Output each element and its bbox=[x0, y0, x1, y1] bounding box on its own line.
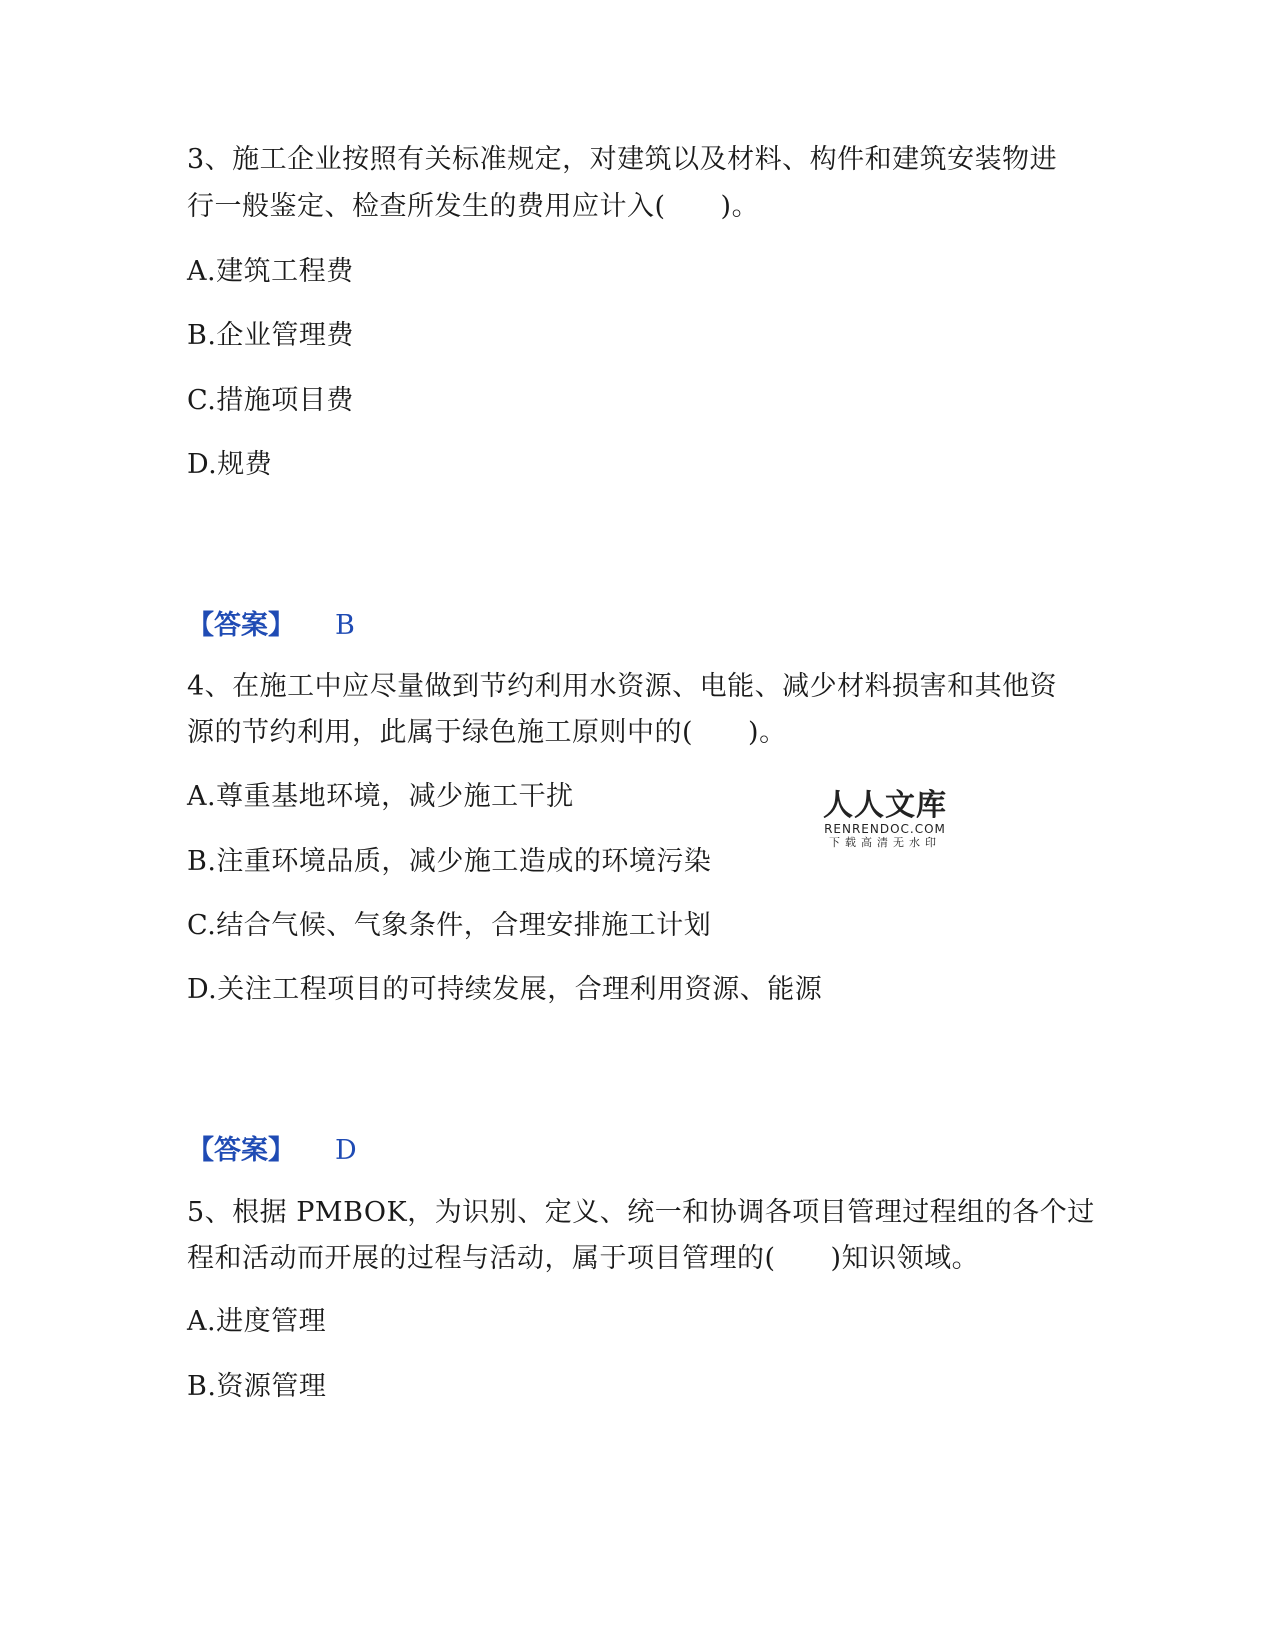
question-5-option-b: B.资源管理 bbox=[187, 1371, 327, 1402]
question-4-option-c: C.结合气候、气象条件，合理安排施工计划 bbox=[187, 910, 712, 941]
question-5-line-1: 5、根据 PMBOK，为识别、定义、统一和协调各项目管理过程组的各个过 bbox=[187, 1197, 1095, 1228]
question-3-line-2: 行一般鉴定、检查所发生的费用应计入( )。 bbox=[187, 191, 760, 222]
answer-label: 【答案】 bbox=[187, 1135, 295, 1166]
question-4-answer bbox=[187, 1131, 357, 1171]
answer-value: B bbox=[335, 610, 355, 641]
answer-label: 【答案】 bbox=[187, 610, 295, 641]
question-3-option-c: C.措施项目费 bbox=[187, 385, 354, 416]
watermark-url: RENRENDOC.COM bbox=[824, 822, 946, 836]
question-4-option-b: B.注重环境品质，减少施工造成的环境污染 bbox=[187, 846, 712, 877]
question-3-option-a: A.建筑工程费 bbox=[187, 256, 354, 287]
question-4-option-d: D.关注工程项目的可持续发展，合理利用资源、能源 bbox=[187, 974, 823, 1005]
question-3-line-1: 3、施工企业按照有关标准规定，对建筑以及材料、构件和建筑安装物进 bbox=[187, 144, 1058, 175]
question-5-option-a: A.进度管理 bbox=[187, 1306, 327, 1337]
answer-value: D bbox=[335, 1135, 357, 1166]
question-4-line-2: 源的节约利用，此属于绿色施工原则中的( )。 bbox=[187, 717, 787, 748]
watermark-title: 人人文库 bbox=[823, 788, 947, 823]
question-3-option-d: D.规费 bbox=[187, 449, 273, 480]
question-3-option-b: B.企业管理费 bbox=[187, 320, 354, 351]
watermark-subtitle: 下载高清无水印 bbox=[829, 836, 941, 849]
question-3-answer bbox=[187, 606, 355, 646]
question-4-line-1: 4、在施工中应尽量做到节约利用水资源、电能、减少材料损害和其他资 bbox=[187, 671, 1058, 702]
question-4-option-a: A.尊重基地环境，减少施工干扰 bbox=[187, 781, 574, 812]
renrendoc-watermark-logo bbox=[820, 790, 950, 850]
question-5-line-2: 程和活动而开展的过程与活动，属于项目管理的( )知识领域。 bbox=[187, 1243, 980, 1274]
